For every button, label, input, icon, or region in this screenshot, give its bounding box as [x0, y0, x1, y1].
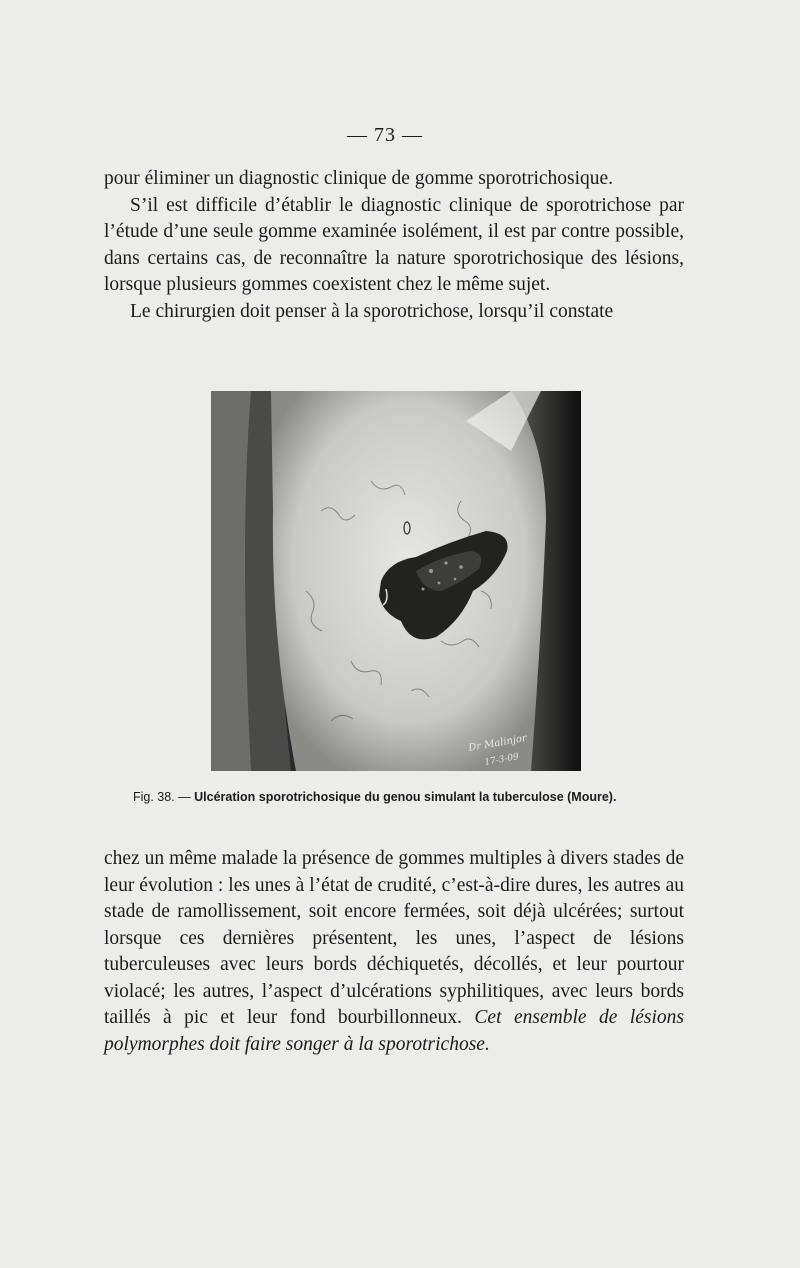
bottom-text-block [104, 846, 684, 1058]
figure-caption-text: Ulcération sporotrichosique du genou simulant la tuberculose (Moure). [194, 790, 617, 804]
paragraph-1: pour éliminer un diagnostic clinique de gomme sporotrichosique. [104, 168, 614, 189]
page-number: — 73 — [347, 124, 423, 146]
top-text-block [104, 166, 684, 325]
paragraph-4-text: chez un même malade la présence de gommes multiples à divers stades de leur évolution : les unes à l’état de crudité, c’est-à-dire dures, les autres au stade de ramollissement, soit encore fermées, soit déjà ulcérées; surtout lorsque ces dernières présentent, les unes, l’aspect de lésions tuberculeuses avec leurs bords déchiquetés, décollés, et leur pourtour violacé; les autres, l’aspect d’ulcérations syphilitiques, avec leurs bords taillés à pic et leur fond bourbillonneux. [104, 848, 684, 1028]
photo-date: 17-3-09 [483, 752, 520, 768]
photo-signature: Dr Malinjor [467, 732, 528, 754]
paragraph-2: S’il est difficile d’établir le diagnostic clinique de sporotrichose par l’étude d’une seule gomme examinée isolément, il est par contre possible, dans certains cas, de reconnaître la nature sporotrichosique des lésions, lorsque plusieurs gommes coexistent chez le même sujet. [104, 194, 684, 295]
paragraph-4-italic: Cet ensemble de lésions polymorphes doit faire songer à la sporotrichose. [104, 1007, 684, 1055]
figure-caption [133, 790, 693, 804]
figure-38-photo [211, 391, 581, 771]
paragraph-3: Le chirurgien doit penser à la sporotrichose, lorsqu’il constate [130, 300, 614, 322]
knee-ulcer-photograph [211, 391, 581, 771]
figure-label: Fig. 38. — [133, 790, 191, 804]
paragraph-4 [104, 846, 684, 1058]
